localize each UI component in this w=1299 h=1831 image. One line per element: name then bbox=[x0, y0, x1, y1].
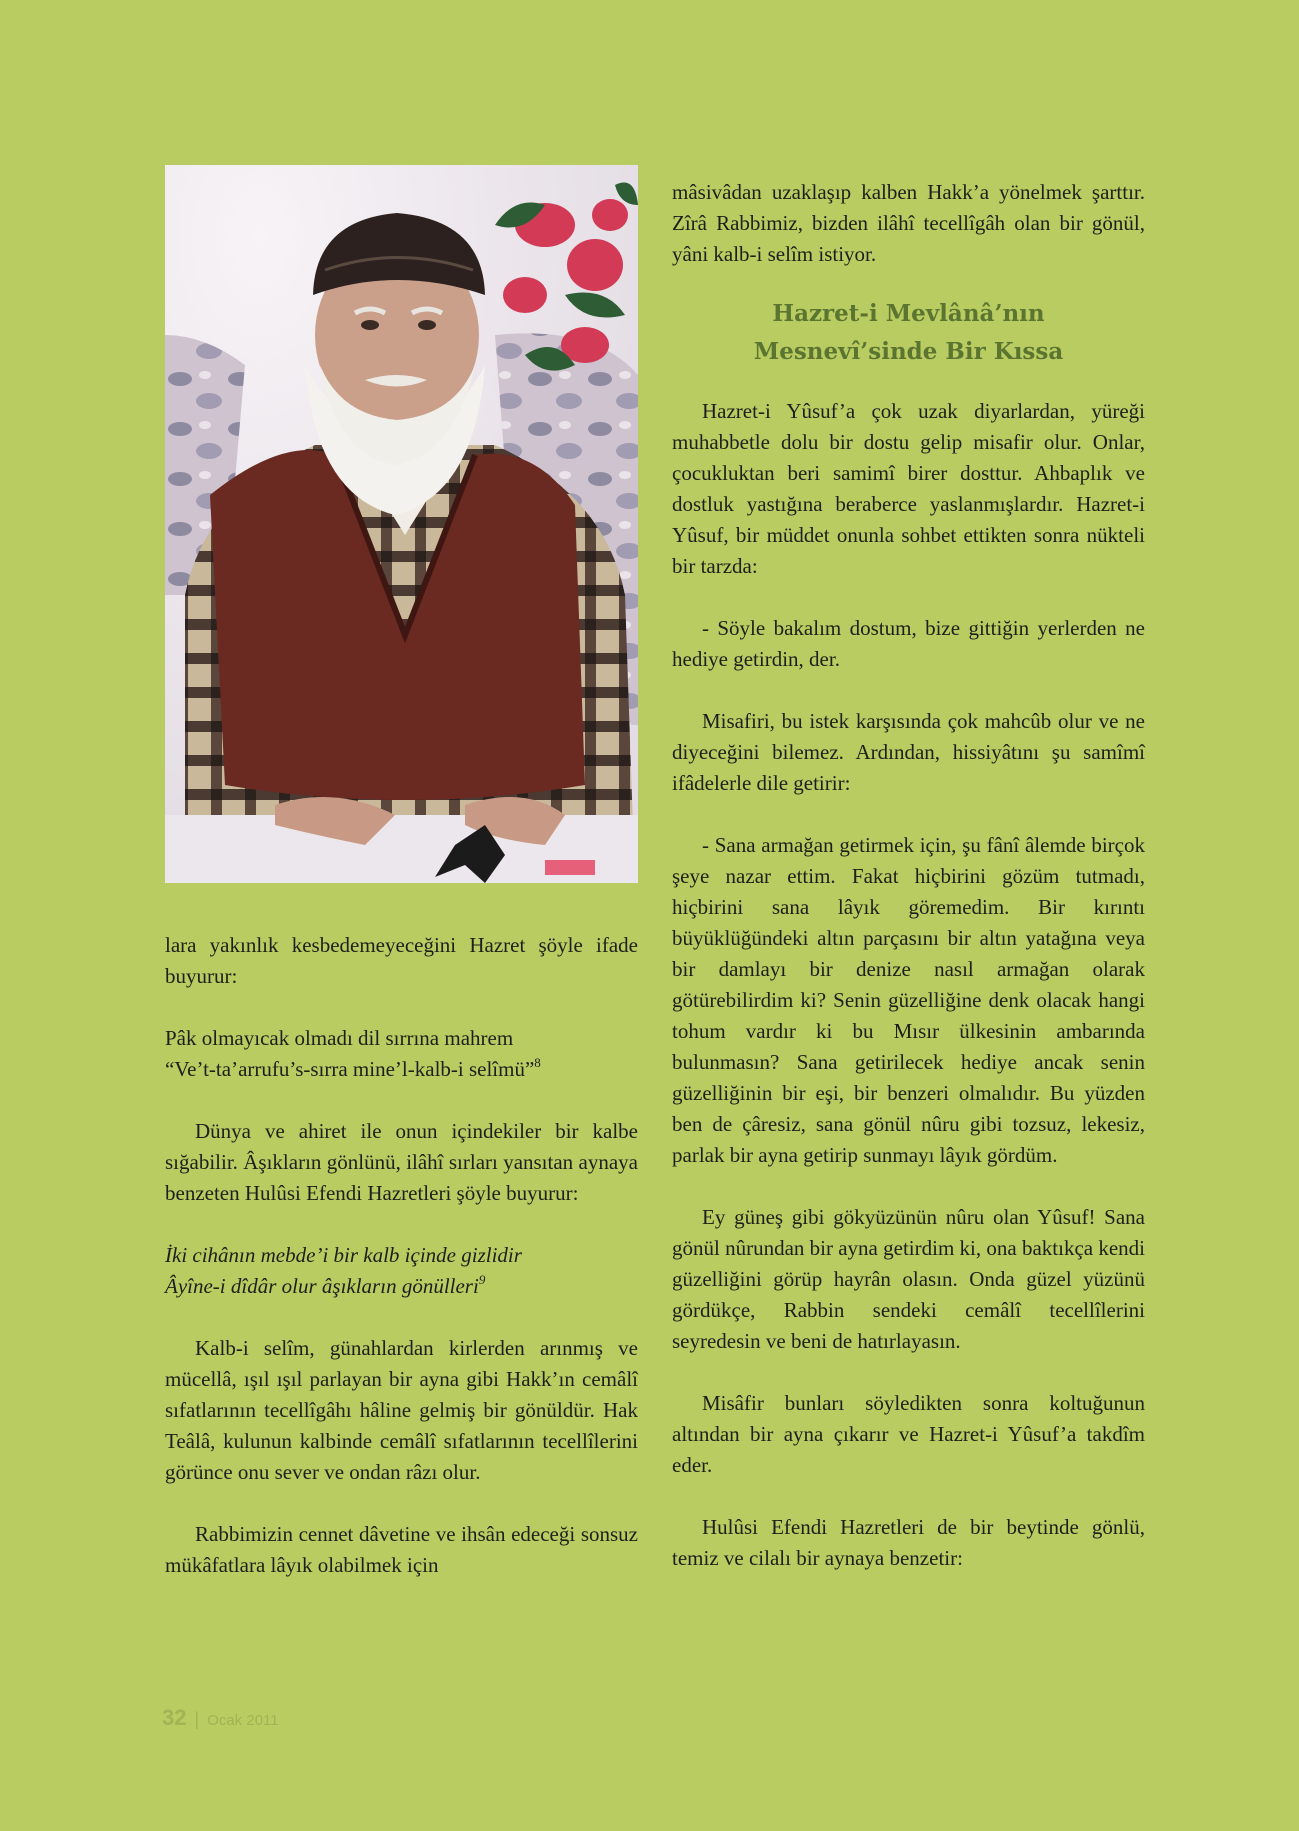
verse-line bbox=[165, 1054, 638, 1085]
paragraph: - Sana armağan getirmek için, şu fânî âlemde birçok şeye nazar ettim. Fakat hiçbirini gözüm tutmadı, hiçbirini sana lâyık göremedim. Bir kırıntı büyüklüğündeki altın parçasını bir altın yatağına veya bir damlayı bir denize nasıl armağan olarak götürebilirdim ki? Senin güzelliğine denk olacak hangi tohum vardır ki bu Mısır ülkesinin ambarında bulunmasın? Sana getirilecek hediye ancak senin güzelliğinin bir eşi, bir benzeri olmalıdır. Bu yüzden ben de çâresiz, sana gönül nûru gibi tozsuz, lekesiz, parlak bir ayna getirip sunmayı lâyık gördüm. bbox=[672, 833, 1145, 1167]
paragraph: Rabbimizin cennet dâvetine ve ihsân edeceği sonsuz mükâfatlara lâyık olabilmek için bbox=[165, 1522, 638, 1577]
verse-text: “Ve’t-ta’arrufu’s-sırra mine’l-kalb-i selîmü” bbox=[165, 1057, 535, 1081]
page-number: 32 bbox=[162, 1705, 187, 1730]
paragraph: Kalb-i selîm, günahlardan kirlerden arınmış ve mücellâ, ışıl ışıl parlayan bir ayna gibi Hakk’ın cemâlî sıfatlarının tecellîgâhı hâline gelmiş bir gönüldür. Hak Teâlâ, kulunun kalbinde cemâlî sıfatlarının tecellîlerini görünce onu sever ve ondan râzı olur. bbox=[165, 1336, 638, 1484]
footnote-marker: 8 bbox=[534, 1055, 541, 1070]
issue-date: Ocak 2011 bbox=[207, 1712, 279, 1729]
verse-text: Âyîne-i dîdâr olur âşıkların gönülleri bbox=[165, 1274, 479, 1298]
left-column bbox=[165, 930, 638, 1581]
portrait-photo-illustration bbox=[165, 165, 638, 883]
paragraph: Hazret-i Yûsuf’a çok uzak diyarlardan, yüreği muhabbetle dolu bir dostu gelip misafir olur. Onlar, çocukluktan beri samimî birer dosttur. Ahbaplık ve dostluk yastığına beraberce yaslanmışlardır. Hazret-i Yûsuf, bir müddet onunla sohbet ettikten sonra nükteli bir tarzda: bbox=[672, 399, 1145, 578]
right-column bbox=[672, 177, 1145, 1574]
paragraph: mâsivâdan uzaklaşıp kalben Hakk’a yönelmek şarttır. Zîrâ Rabbimiz, bizden ilâhî tecellîgâh olan bir gönül, yâni kalb-i selîm istiyor. bbox=[672, 180, 1145, 266]
paragraph: Dünya ve ahiret ile onun içindekiler bir kalbe sığabilir. Âşıkların gönlünü, ilâhî sırları yansıtan aynaya benzeten Hulûsi Efendi Hazretleri şöyle buyurur: bbox=[165, 1119, 638, 1205]
page-footer bbox=[162, 1705, 279, 1731]
paragraph: Misâfir bunları söyledikten sonra koltuğunun altından bir ayna çıkarır ve Hazret-i Yûsuf’a takdîm eder. bbox=[672, 1391, 1145, 1477]
paragraph: lara yakınlık kesbedemeyeceğini Hazret şöyle ifade buyurur: bbox=[165, 933, 638, 988]
portrait-photo bbox=[165, 165, 638, 883]
paragraph: Ey güneş gibi gökyüzünün nûru olan Yûsuf! Sana gönül nûrundan bir ayna getirdim ki, ona baktıkça kendi güzelliğini görüp hayrân olasın. Onda güzel yüzünü gördükçe, Rabbin sendeki cemâlî tecellîlerini seyredesin ve beni de hatırlayasın. bbox=[672, 1205, 1145, 1353]
heading-line: Hazret-i Mevlânâ’nın bbox=[772, 300, 1045, 327]
section-heading bbox=[672, 295, 1145, 371]
paragraph: Hulûsi Efendi Hazretleri de bir beytinde gönlü, temiz ve cilalı bir aynaya benzetir: bbox=[672, 1515, 1145, 1570]
footnote-marker: 9 bbox=[478, 1272, 486, 1287]
paragraph: Misafiri, bu istek karşısında çok mahcûb olur ve ne diyeceğini bilemez. Ardından, hissiyâtını şu samîmî ifâdelerle dile getirir: bbox=[672, 709, 1145, 795]
verse-line bbox=[165, 1271, 638, 1302]
heading-line: Mesnevî’sinde Bir Kıssa bbox=[753, 338, 1064, 365]
verse-line: Pâk olmayıcak olmadı dil sırrına mahrem bbox=[165, 1026, 514, 1050]
footer-separator: | bbox=[194, 1709, 200, 1729]
paragraph: - Söyle bakalım dostum, bize gittiğin yerlerden ne hediye getirdin, der. bbox=[672, 616, 1145, 671]
verse-line: İki cihânın mebde’i bir kalb içinde gizlidir bbox=[165, 1243, 522, 1267]
